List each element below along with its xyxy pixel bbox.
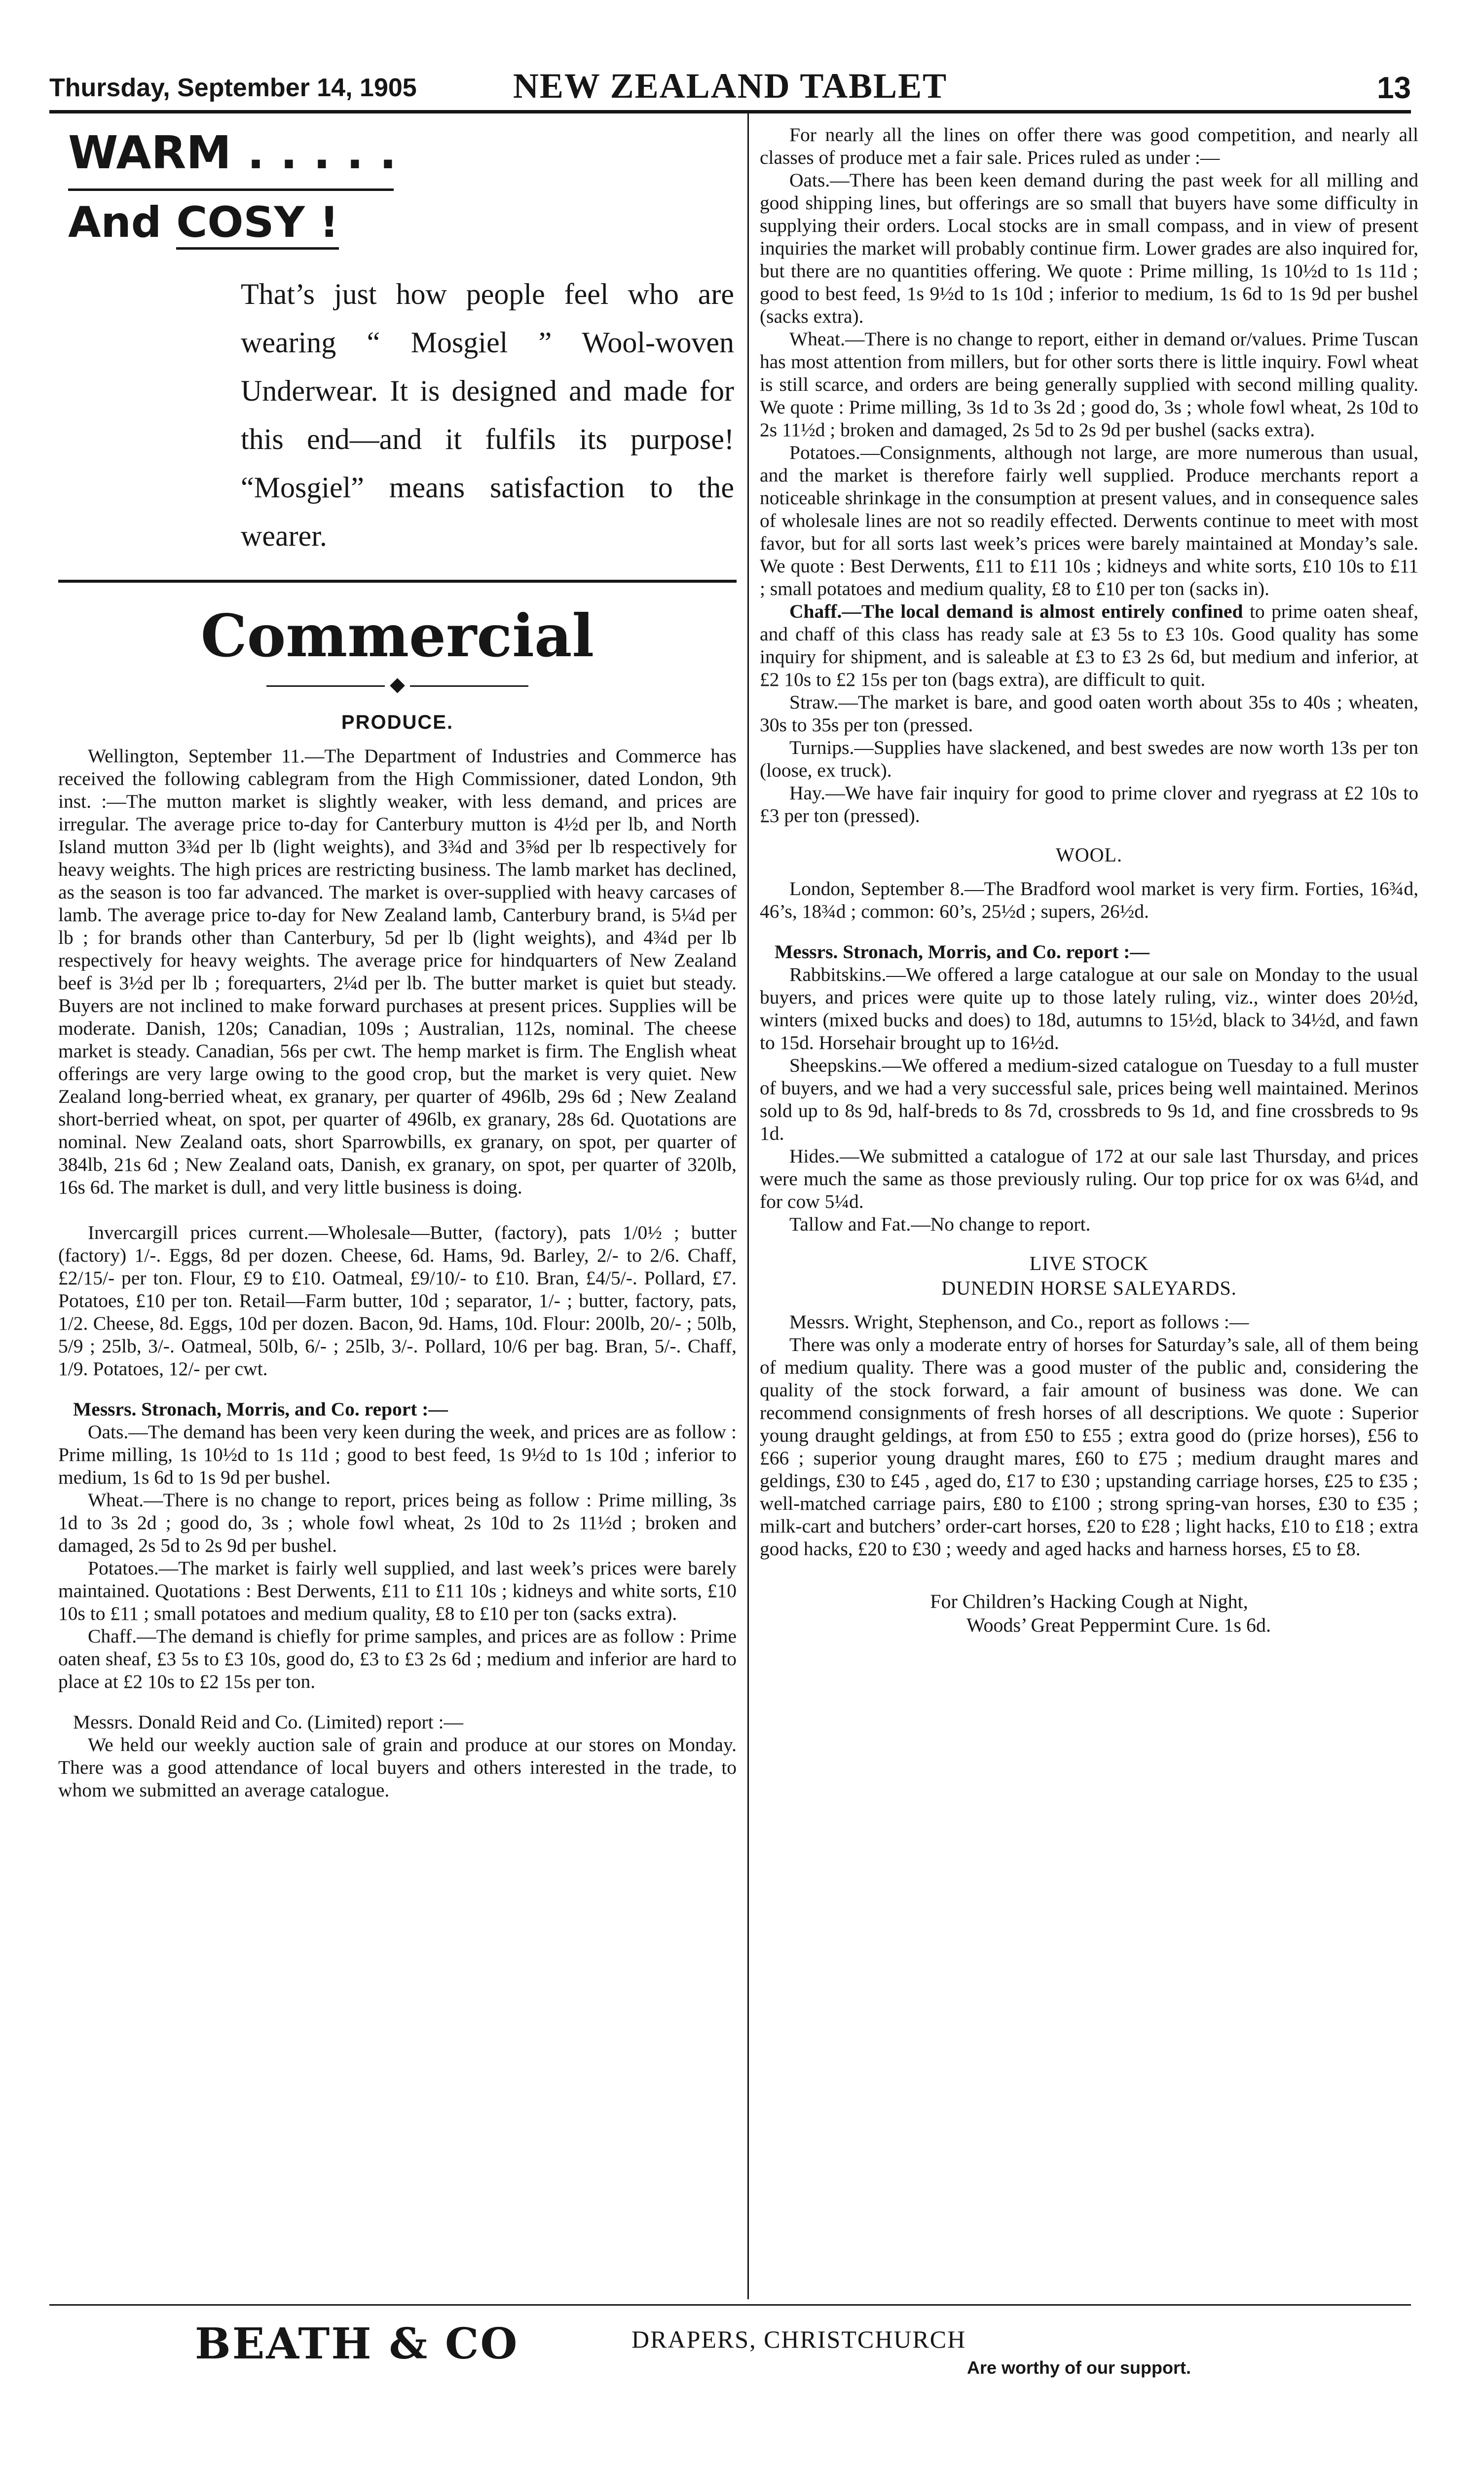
saleyards-heading: DUNEDIN HORSE SALEYARDS. [941,1277,1237,1299]
footer-drapers: DRAPERS, CHRISTCHURCH [631,2325,966,2353]
left-column [58,123,737,1801]
chaff-rest: to prime oaten sheaf, and chaff of this class has ready sale at £3 5s to £3 10s. Good quality has some inquiry for shipment, and is saleable at £3 to £3 2s 6d, but medium and inferior, at £2 10s to £2 15s per ton (bags extra), are difficult to quit. [760,600,1418,690]
page-header [49,63,1411,113]
advert-line-2: Woods’ Great Peppermint Cure. 1s 6d. [966,1614,1271,1636]
ad-bottom-rule [58,580,737,583]
paragraph: Hides.—We submitted a catalogue of 172 at our sale last Thursday, and prices were much the same as those previously ruling. Our top price for ox was 6¼d, and for cow 5¼d. [760,1145,1418,1212]
paragraph: Oats.—There has been keen demand during the past week for all milling and good shipping lines, but offerings are so small that buyers have some difficulty in supplying their orders. Local stocks are in small compass, and in view of present inquiries the market will probably continue firm. Lower grades are also inquired for, but there are no quantities offering. We quote : Prime milling, 1s 10½d to 1s 11d ; good to best feed, 1s 9½d to 1s 10d ; inferior to medium, 1s 6d to 1s 9d per bushel (sacks extra). [760,169,1418,327]
ad-cosy-heading [68,198,737,247]
paragraph: Potatoes.—Consignments, although not large, are more numerous than usual, and the market is therefore fairly well supplied. Produce merchants report a noticeable shrinkage in the consumption at present values, and in consequence sales of wholesale lines are not so readily effected. Derwents continue to meet with most favor, but for all sorts last week’s prices were barely maintained at Monday’s sale. We quote : Best Derwents, £11 to £11 10s ; kidneys and white sorts, £10 10s to £11 ; small potatoes and medium quality, £8 to £10 per ton (sacks in). [760,442,1418,599]
paragraph: Straw.—The market is bare, and good oaten worth about 35s to 40s ; wheaten, 30s to 35s per ton (pressed. [760,691,1418,736]
footer-support: Are worthy of our support. [967,2357,1191,2378]
ad-and: And [68,198,177,247]
peppermint-advert [760,1590,1418,1637]
paragraph: Tallow and Fat.—No change to report. [789,1213,1091,1235]
report-heading: Messrs. Stronach, Morris, and Co. report :— [73,1398,448,1420]
newspaper-title: NEW ZEALAND TABLET [513,66,948,106]
ad-cosy: COSY ! [176,198,339,250]
paragraph [760,600,1418,691]
paragraph: Turnips.—Supplies have slackened, and best swedes are now worth 13s per ton (loose, ex truck). [760,737,1418,781]
chaff-lead: Chaff.—The local demand is almost entirely confined [789,600,1243,622]
footer-rule [49,2304,1411,2306]
paragraph: Messrs. Wright, Stephenson, and Co., report as follows :— [789,1311,1249,1333]
paragraph: Wheat.—There is no change to report, either in demand or/values. Prime Tuscan has most attention from millers, but for other sorts there is little inquiry. Fowl wheat is still scarce, and orders are being generally supplied with second milling quality. We quote : Prime milling, 3s 1d to 3s 2d ; good do, 3s ; whole fowl wheat, 2s 10d to 2s 11½d ; broken and damaged, 2s 5d to 2s 9d per bushel (sacks extra). [760,328,1418,441]
issue-date: Thursday, September 14, 1905 [49,74,417,102]
wool-heading: WOOL. [1056,844,1122,866]
ad-warm-heading: WARM . . . . . [68,126,397,179]
paragraph: There was only a moderate entry of horses for Saturday’s sale, all of them being of medium quality. There was a good muster of the public and, considering the quality of the stock forward, a fair amount of business was done. We can recommend consignments of fresh horses of all descriptions. We quote : Superior young draught geldings, at from £50 to £55 ; extra good do (prize horses), £56 to £66 ; superior young draught mares, £60 to £75 ; medium draught mares and geldings, £30 to £45 , aged do, £17 to £30 ; upstanding carriage horses, £25 to £35 ; well-matched carriage pairs, £80 to £100 ; strong spring-van horses, £30 to £35 ; milk-cart and butchers’ order-cart horses, £20 to £28 ; light hacks, £10 to £18 ; extra good hacks, £20 to £30 ; weedy and aged hacks and harness horses, £5 to £8. [760,1334,1418,1560]
paragraph: For nearly all the lines on offer there was good competition, and nearly all classes of produce met a fair sale. Prices ruled as under :— [760,124,1418,168]
paragraph: Hay.—We have fair inquiry for good to prime clover and ryegrass at £2 10s to £3 per ton (pressed). [760,782,1418,826]
paragraph: Potatoes.—The market is fairly well supplied, and last week’s prices were barely maintained. Quotations : Best Derwents, £11 to £11 10s ; kidneys and white sorts, £10 10s to £11 ; small potatoes and medium quality, £8 to £10 per ton (sacks extra). [58,1557,737,1624]
report-heading: Messrs. Donald Reid and Co. (Limited) report :— [73,1711,463,1733]
ornament-divider: ◆ [58,674,737,694]
paragraph: Wellington, September 11.—The Department of Industries and Commerce has received the following cablegram from the High Commissioner, dated London, 9th inst. :—The mutton market is slightly weaker, with less demand, and prices are irregular. The average price to-day for Canterbury mutton is 4½d per lb, and North Island mutton 3¾d per lb (light weights), and 3¾d and 3⅝d per lb respectively for heavy weights. The high prices are restricting business. The lamb market has declined, as the season is too far advanced. The market is over-supplied with heavy carcases of lamb. The average price to-day for New Zealand lamb, Canterbury brand, is 5¼d per lb ; for brands other than Canterbury, 5d per lb (light weights), and 4¾d per lb respectively for heavy weights. The average price for hindquarters of New Zealand beef is 3½d per lb ; forequarters, 2¼d per lb. The butter market is quiet but steady. Buyers are not inclined to make forward purchases at present prices. Supplies will be moderate. Danish, 120s; Canadian, 109s ; Australian, 112s, nominal. The cheese market is steady. Canadian, 56s per cwt. The hemp market is firm. The English wheat offerings are very large owing to the good crop, but the market is very quiet. New Zealand long-berried wheat, ex granary, per quarter of 496lb, 29s 6d ; New Zealand short-berried wheat, on spot, per quarter of 496lb, ex granary, 28s 6d. Quotations are nominal. New Zealand oats, short Sparrowbills, ex granary, on spot, per quarter of 384lb, 21s 6d ; New Zealand oats, Danish, ex granary, on spot, per quarter of 320lb, 16s 6d. The market is dull, and very little business is doing. [58,745,737,1198]
live-stock-heading: LIVE STOCK [1029,1252,1149,1274]
paragraph: Rabbitskins.—We offered a large catalogue at our sale on Monday to the usual buyers, and prices were quite up to those lately ruling, viz., winter does 20½d, winters (mixed bucks and does) to 18d, autumns to 15½d, black to 34½d, and fawn to 15d. Horsehair brought up to 16½d. [760,964,1418,1053]
ad-body-text: That’s just how people feel who are wearing “ Mosgiel ” Wool-woven Underwear. It is designed and made for this end—and it fulfils its purpose! “Mosgiel” means satisfaction to the wearer. [241,278,734,552]
paragraph: Invercargill prices current.—Wholesale—Butter, (factory), pats 1/0½ ; butter (factory) 1/-. Eggs, 8d per dozen. Cheese, 6d. Hams, 9d. Barley, 2/- to 2/6. Chaff, £2/15/- per ton. Flour, £9 to £10. Oatmeal, £9/10/- to £10. Bran, £4/5/-. Pollard, £7. Potatoes, £10 per ton. Retail—Farm butter, 10d ; separator, 1/- ; butter, factory, pats, 1/2. Cheese, 8d. Eggs, 10d per dozen. Bacon, 9d. Hams, 10d. Flour: 200lb, 20/- ; 50lb, 5/9 ; 25lb, 3/-. Oatmeal, 50lb, 6/- ; 25lb, 3/-. Pollard, 10/6 per bag. Bran, 5/-. Chaff, 1/9. Potatoes, 12/- per cwt. [58,1222,737,1380]
section-title-commercial: Commercial [200,601,594,670]
right-column [760,123,1418,1637]
column-divider [747,113,749,2299]
paragraph: We held our weekly auction sale of grain and produce at our stores on Monday. There was a good attendance of local buyers and others interested in the trade, to whom we submitted an average catalogue. [58,1734,737,1801]
advert-line-1: For Children’s Hacking Cough at Night, [930,1590,1248,1612]
report-heading: Messrs. Stronach, Morris, and Co. report :— [775,941,1150,963]
paragraph: London, September 8.—The Bradford wool market is very firm. Forties, 16¾d, 46’s, 18¾d ; common: 60’s, 25½d ; supers, 26½d. [760,878,1418,922]
footer-beath: BEATH & CO [195,2319,519,2369]
paragraph: Oats.—The demand has been very keen during the week, and prices are as follow : Prime milling, 1s 10½d to 1s 11d ; good to best feed, 1s 9½d to 1s 10d ; inferior to medium, 1s 6d to 1s 9d per bushel. [58,1421,737,1488]
page-number: 13 [1377,71,1411,105]
ad-rule [68,188,394,191]
paragraph: Sheepskins.—We offered a medium-sized catalogue on Tuesday to a full muster of buyers, and we had a very successful sale, prices being well maintained. Merinos sold up to 8s 9d, half-breds to 8s 7d, crossbreds to 9s 1d, and fine crossbreds to 9s 1d. [760,1054,1418,1144]
paragraph: Wheat.—There is no change to report, prices being as follow : Prime milling, 3s 1d to 3s 2d ; good do, 3s ; whole fowl wheat, 2s 10d to 2s 11½d ; broken and damaged, 2s 5d to 2s 9d per bushel. [58,1489,737,1556]
paragraph: Chaff.—The demand is chiefly for prime samples, and prices are as follow : Prime oaten sheaf, £3 5s to £3 10s, good do, £3 to £3 2s 6d ; medium and inferior are hard to place at £2 10s to £2 15s per ton. [58,1625,737,1692]
produce-heading: PRODUCE. [341,711,454,733]
